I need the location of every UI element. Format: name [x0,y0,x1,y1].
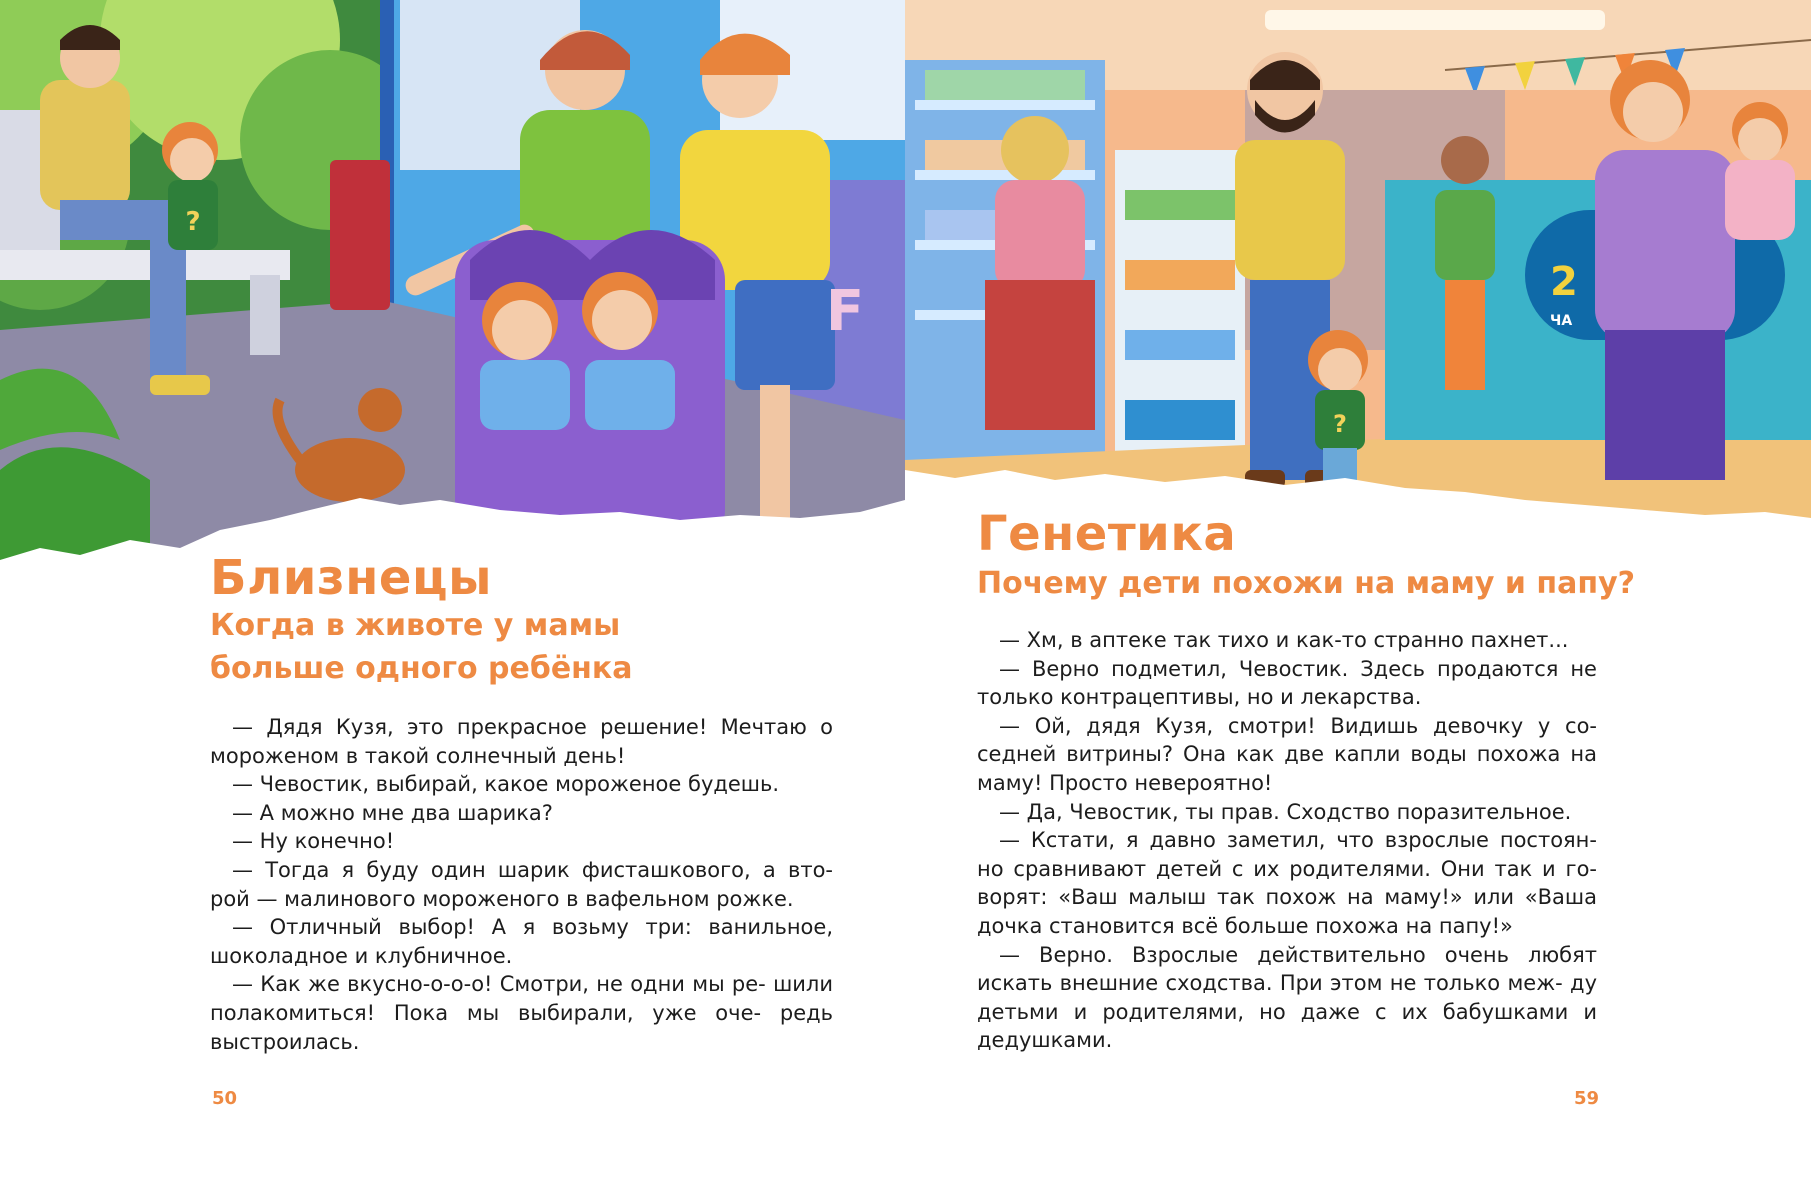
body-text [977,626,1597,1055]
text-line: дочка становится всё больше похожа на папу!» [977,913,1513,938]
text-line: — Кстати, я давно заметил, что взрослые постоян- [999,828,1597,853]
right-page [905,0,1811,1200]
text-line: искать внешние сходства. При этом не только меж- [977,971,1563,996]
ice-cream-scene-image [0,0,905,600]
text-line: о мороженом в такой солнечный день! [210,715,833,768]
text-line: ду детьми и родителями, но даже с их бабушками [977,971,1597,1024]
text-line: — Как же вкусно-о-о-о! Смотри, не одни мы ре- [232,972,766,997]
subtitle-line: Когда в животе у мамы [210,608,621,643]
paragraph [977,712,1597,798]
text-line: шили полакомиться! Пока мы выбирали, уже оче- [210,972,833,1025]
text-line: — Хм, в аптеке так тихо и как-то странно пахнет... [999,628,1569,652]
text-line: — Верно подметил, Чевостик. Здесь продаются [999,656,1559,681]
text-line: шоколадное и клубничное. [210,943,513,968]
text-line: — Да, Чевостик, ты прав. Сходство поразительное. [999,799,1572,824]
counter-sign-small: ЧА [1550,313,1573,329]
paragraph [977,626,1597,655]
text-line: — Верно. Взрослые действительно очень любят [999,942,1597,967]
text-line: не только контрацептивы, но и лекарства. [977,656,1597,710]
text-line: седней витрины? Она как две капли воды похожа [977,742,1561,767]
page-number: 59 [1574,1088,1600,1109]
text-line: и дедушками. [977,999,1597,1053]
text-line: на маму! Просто невероятно! [977,742,1597,795]
page-subtitle: Почему дети похожи на маму и папу? [977,566,1636,601]
page-title: Близнецы [210,550,492,606]
body-text [210,713,833,1056]
paragraph [210,713,833,770]
paragraph [977,826,1597,940]
paragraph [210,827,833,856]
page-title: Генетика [977,506,1237,562]
page-subtitle [210,604,633,690]
paragraph [977,655,1597,712]
left-page [0,0,905,1200]
text-line: рой — малинового мороженого в вафельном рожке. [210,886,794,911]
text-line: — Дядя Кузя, это прекрасное решение! Мечтаю [232,715,807,739]
page-number: 50 [212,1088,238,1109]
child-shirt-mark: ? [1333,410,1347,438]
text-line: — Чевостик, выбирай, какое мороженое будешь. [232,772,780,797]
text-line: ворят: «Ваш малыш так похож на маму!» или «Ваша [977,885,1597,910]
paragraph [210,970,833,1056]
paragraph [210,913,833,970]
text-line: — А можно мне два шарика? [232,800,553,825]
text-line: — Отличный выбор! А я возьму три: ванильное, [232,915,833,940]
subtitle-line: больше одного ребёнка [210,651,633,686]
paragraph [210,856,833,913]
paragraph [210,770,833,799]
child-shirt-mark: ? [185,207,201,237]
shop-sign-letter: F [825,279,865,344]
paragraph [977,798,1597,827]
left-illustration [0,0,905,600]
text-line: — Тогда я буду один шарик фисташкового, а вто- [232,857,833,882]
text-line: — Ой, дядя Кузя, смотри! Видишь девочку у со- [999,713,1597,738]
text-line: редь выстроилась. [210,1000,834,1054]
paragraph [977,941,1597,1055]
text-line: но сравнивают детей с их родителями. Они так и го- [977,856,1597,881]
text-line: — Ну конечно! [232,829,395,854]
paragraph [210,799,833,828]
counter-sign-number: 2 [1550,259,1578,305]
